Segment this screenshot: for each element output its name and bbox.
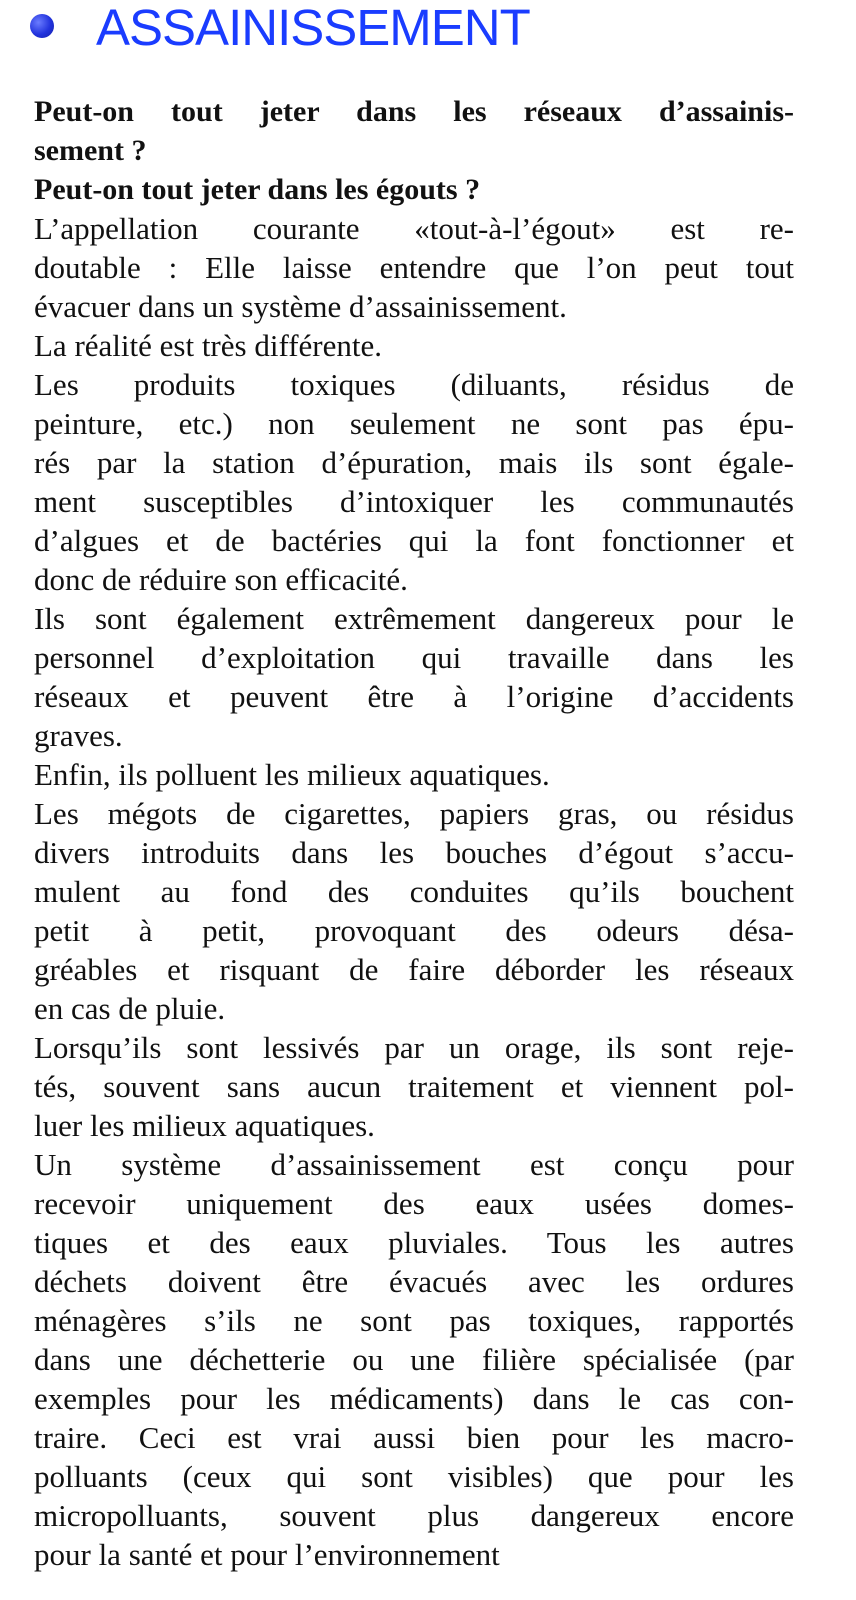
paragraph-line: divers introduits dans les bouches d’égout s’accu- (34, 835, 794, 870)
paragraph-line: en cas de pluie. (34, 991, 226, 1026)
paragraph-line: réseaux et peuvent être à l’origine d’accidents (34, 679, 794, 714)
paragraph-line: tés, souvent sans aucun traitement et viennent pol- (34, 1069, 794, 1104)
paragraph-line: Ils sont également extrêmement dangereux pour le (34, 601, 794, 636)
paragraph-line: peinture, etc.) non seulement ne sont pas épu- (34, 406, 794, 441)
paragraph-line: polluants (ceux qui sont visibles) que pour les (34, 1459, 794, 1494)
paragraph-line: dans une déchetterie ou une filière spécialisée (par (34, 1342, 794, 1377)
paragraph-line: Les produits toxiques (diluants, résidus de (34, 367, 794, 402)
paragraph-line: rés par la station d’épuration, mais ils sont égale- (34, 445, 794, 480)
paragraph-line: Les mégots de cigarettes, papiers gras, ou résidus (34, 796, 794, 831)
paragraph-line: personnel d’exploitation qui travaille dans les (34, 640, 794, 675)
paragraph-line: Un système d’assainissement est conçu pour (34, 1147, 794, 1182)
paragraph-line: mulent au fond des conduites qu’ils bouchent (34, 874, 794, 909)
section-title: ASSAINISSEMENT (96, 0, 530, 56)
paragraph-line: doutable : Elle laisse entendre que l’on peut tout (34, 250, 794, 285)
paragraph-line: micropolluants, souvent plus dangereux encore (34, 1498, 794, 1533)
paragraph-line: déchets doivent être évacués avec les ordures (34, 1264, 794, 1299)
question-line: Peut-on tout jeter dans les réseaux d’assainis- (34, 95, 794, 128)
paragraph-line: traire. Ceci est vrai aussi bien pour les macro- (34, 1420, 794, 1455)
paragraph-line: exemples pour les médicaments) dans le cas con- (34, 1381, 794, 1416)
article-body (34, 92, 794, 1574)
paragraph-line: L’appellation courante «tout-à-l’égout» est re- (34, 211, 794, 246)
paragraph-line: petit à petit, provoquant des odeurs désa- (34, 913, 794, 948)
paragraph-line: Enfin, ils polluent les milieux aquatiques. (34, 757, 550, 792)
paragraph-line: recevoir uniquement des eaux usées domes- (34, 1186, 794, 1221)
question-line: Peut-on tout jeter dans les égouts ? (34, 173, 481, 206)
paragraph-line: ménagères s’ils ne sont pas toxiques, rapportés (34, 1303, 794, 1338)
bullet-icon (30, 14, 54, 38)
paragraph-line: ment susceptibles d’intoxiquer les communautés (34, 484, 794, 519)
section-header (30, 0, 530, 56)
paragraph-line: gréables et risquant de faire déborder les réseaux (34, 952, 794, 987)
paragraph-line: pour la santé et pour l’environnement (34, 1537, 500, 1572)
paragraph-line: tiques et des eaux pluviales. Tous les autres (34, 1225, 794, 1260)
paragraph-line: d’algues et de bactéries qui la font fonctionner et (34, 523, 794, 558)
paragraph-line: luer les milieux aquatiques. (34, 1108, 375, 1143)
paragraph-line: La réalité est très différente. (34, 328, 382, 363)
paragraph-line: évacuer dans un système d’assainissement. (34, 289, 567, 324)
paragraph-line: Lorsqu’ils sont lessivés par un orage, ils sont reje- (34, 1030, 794, 1065)
question-line: sement ? (34, 134, 147, 167)
paragraph-line: graves. (34, 718, 123, 753)
paragraph-line: donc de réduire son efficacité. (34, 562, 408, 597)
